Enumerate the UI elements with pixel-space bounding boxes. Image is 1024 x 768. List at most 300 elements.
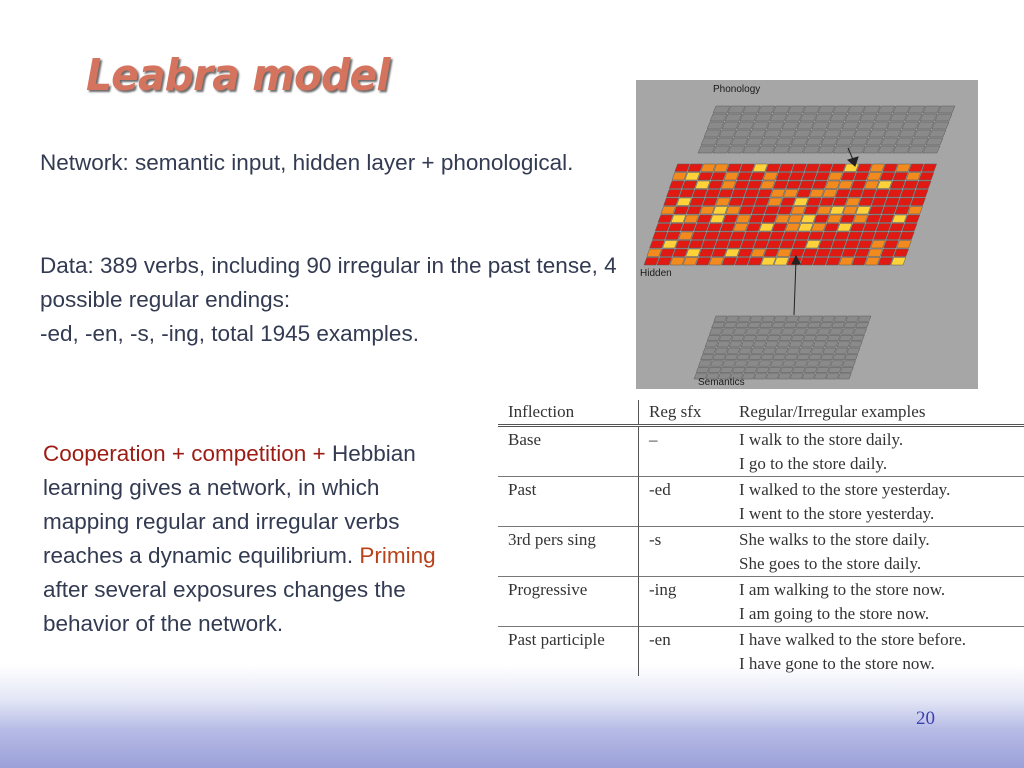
network-unit (885, 198, 900, 206)
network-unit (745, 329, 758, 334)
network-unit (755, 198, 770, 206)
network-unit (867, 173, 882, 181)
network-unit (722, 361, 735, 366)
network-unit (869, 130, 886, 137)
network-unit (800, 114, 817, 121)
network-unit (882, 207, 897, 215)
network-unit (748, 258, 763, 266)
network-unit (708, 367, 721, 372)
network-unit (746, 361, 759, 366)
header-inflection: Inflection (498, 400, 639, 426)
network-unit (741, 241, 756, 249)
network-unit (676, 241, 691, 249)
network-unit (893, 146, 910, 153)
network-unit (878, 258, 893, 266)
network-unit (697, 215, 712, 223)
network-unit (789, 173, 804, 181)
table-header-row (498, 400, 1024, 426)
network-unit (860, 232, 875, 240)
network-unit (739, 348, 752, 353)
semantics-to-hidden-arrow (794, 260, 796, 315)
network-unit (767, 241, 782, 249)
network-unit (884, 130, 901, 137)
network-unit (812, 181, 827, 189)
network-unit (749, 215, 764, 223)
network-unit (842, 361, 855, 366)
network-unit (739, 207, 754, 215)
network-unit (713, 207, 728, 215)
network-unit (800, 258, 815, 266)
network-unit (851, 335, 864, 340)
network-unit (851, 181, 866, 189)
network-unit (780, 241, 795, 249)
network-unit (678, 232, 693, 240)
network-unit (768, 367, 781, 372)
network-unit (772, 224, 787, 232)
network-unit (647, 249, 662, 257)
inflection-cell: Base (498, 426, 639, 477)
network-unit (806, 361, 819, 366)
network-unit (736, 322, 749, 327)
semantics-layer (694, 316, 871, 379)
network-unit (770, 190, 785, 198)
network-unit (891, 258, 906, 266)
irregular-example: I am going to the store now. (739, 604, 930, 623)
network-unit (773, 146, 790, 153)
inflection-cell: Progressive (498, 577, 639, 627)
network-unit (820, 322, 833, 327)
network-unit (866, 215, 881, 223)
network-unit (698, 361, 711, 366)
network-unit (696, 367, 709, 372)
regular-example: I walked to the store yesterday. (739, 480, 951, 499)
network-unit (690, 198, 705, 206)
network-unit (890, 114, 907, 121)
network-unit (746, 224, 761, 232)
network-unit (805, 329, 818, 334)
network-unit (853, 215, 868, 223)
network-unit (709, 329, 722, 334)
network-unit (726, 207, 741, 215)
network-unit (802, 374, 815, 379)
network-unit (861, 190, 876, 198)
network-unit (847, 232, 862, 240)
network-unit (803, 146, 820, 153)
network-unit (783, 190, 798, 198)
network-unit (714, 164, 729, 172)
network-unit (821, 232, 836, 240)
network-unit (774, 258, 789, 266)
network-unit (778, 207, 793, 215)
network-unit (789, 342, 802, 347)
network-unit (750, 173, 765, 181)
network-unit (740, 114, 757, 121)
network-unit (806, 138, 823, 145)
network-unit (791, 335, 804, 340)
network-unit (773, 181, 788, 189)
network-unit (664, 198, 679, 206)
network-unit (715, 241, 730, 249)
network-unit (853, 329, 866, 334)
network-unit (872, 122, 889, 129)
network-unit (764, 130, 781, 137)
network-unit (788, 146, 805, 153)
network-unit (887, 190, 902, 198)
examples-cell (729, 527, 1024, 577)
network-unit (799, 348, 812, 353)
network-unit (797, 122, 814, 129)
network-unit (761, 354, 774, 359)
regular-example: I walk to the store daily. (739, 430, 904, 449)
network-unit (770, 361, 783, 366)
network-unit (803, 335, 816, 340)
network-unit (872, 198, 887, 206)
network-unit (717, 232, 732, 240)
inflection-cell: Past (498, 477, 639, 527)
network-unit (732, 367, 745, 372)
irregular-example: I have gone to the store now. (739, 654, 935, 673)
network-unit (655, 224, 670, 232)
network-unit (790, 374, 803, 379)
network-unit (701, 138, 718, 145)
network-unit (881, 138, 898, 145)
network-unit (830, 114, 847, 121)
network-unit (819, 241, 834, 249)
network-unit (781, 329, 794, 334)
network-unit (742, 198, 757, 206)
network-unit (856, 322, 869, 327)
semantics-label: Semantics (698, 377, 745, 388)
network-unit (848, 190, 863, 198)
network-unit (805, 164, 820, 172)
network-unit (755, 335, 768, 340)
network-unit (685, 173, 700, 181)
network-unit (826, 374, 839, 379)
network-unit (854, 130, 871, 137)
network-unit (719, 130, 736, 137)
network-unit (761, 258, 776, 266)
network-unit (737, 354, 750, 359)
network-unit (701, 164, 716, 172)
network-unit (834, 232, 849, 240)
network-unit (657, 258, 672, 266)
network-unit (842, 122, 859, 129)
network-unit (679, 190, 694, 198)
network-unit (824, 130, 841, 137)
network-unit (906, 173, 921, 181)
inflection-cell: 3rd pers sing (498, 527, 639, 577)
network-unit (688, 164, 703, 172)
network-unit (792, 367, 805, 372)
network-unit (684, 215, 699, 223)
network-unit (894, 249, 909, 257)
regular-example: I have walked to the store before. (739, 630, 967, 649)
network-unit (843, 207, 858, 215)
network-unit (719, 335, 732, 340)
network-unit (746, 138, 763, 145)
network-unit (751, 249, 766, 257)
network-unit (708, 181, 723, 189)
network-unit (866, 138, 883, 145)
network-unit (817, 207, 832, 215)
network-unit (833, 354, 846, 359)
suffix-cell: – (649, 430, 658, 449)
network-unit (765, 207, 780, 215)
examples-cell (729, 577, 1024, 627)
network-unit (740, 164, 755, 172)
network-unit (710, 114, 727, 121)
network-unit (781, 198, 796, 206)
network-unit (813, 258, 828, 266)
network-unit (874, 190, 889, 198)
network-unit (675, 164, 690, 172)
network-unit (682, 181, 697, 189)
network-unit (845, 354, 858, 359)
network-unit (908, 106, 925, 113)
network-unit (748, 322, 761, 327)
network-unit (827, 335, 840, 340)
network-unit (870, 164, 885, 172)
network-unit (835, 348, 848, 353)
network-unit (687, 207, 702, 215)
network-unit (752, 207, 767, 215)
network-unit (833, 106, 850, 113)
network-unit (758, 146, 775, 153)
network-unit (799, 181, 814, 189)
network-unit (702, 241, 717, 249)
network-unit (712, 322, 725, 327)
network-unit (703, 198, 718, 206)
network-unit (785, 224, 800, 232)
network-unit (777, 249, 792, 257)
network-unit (749, 354, 762, 359)
network-unit (802, 173, 817, 181)
network-unit (794, 198, 809, 206)
network-unit (929, 130, 946, 137)
network-unit (892, 215, 907, 223)
network-unit (938, 106, 955, 113)
examples-cell (729, 426, 1024, 477)
network-unit (652, 232, 667, 240)
network-unit (848, 146, 865, 153)
network-unit (827, 122, 844, 129)
network-diagram-graphic (636, 80, 978, 389)
network-unit (707, 335, 720, 340)
phonology-label: Phonology (713, 84, 761, 95)
network-unit (845, 241, 860, 249)
network-unit (873, 232, 888, 240)
network-unit (726, 316, 739, 321)
network-unit (818, 361, 831, 366)
network-unit (710, 361, 723, 366)
network-unit (847, 348, 860, 353)
network-unit (704, 232, 719, 240)
network-unit (836, 138, 853, 145)
network-unit (830, 361, 843, 366)
network-unit (705, 190, 720, 198)
network-unit (674, 207, 689, 215)
network-unit (737, 173, 752, 181)
network-unit (741, 342, 754, 347)
network-unit (803, 106, 820, 113)
network-unit (869, 207, 884, 215)
network-unit (810, 316, 823, 321)
network-unit (900, 190, 915, 198)
network-unit (896, 138, 913, 145)
network-unit (764, 249, 779, 257)
network-unit (689, 241, 704, 249)
network-unit (762, 215, 777, 223)
network-unit (735, 258, 750, 266)
network-unit (822, 316, 835, 321)
network-unit (854, 173, 869, 181)
network-unit (777, 342, 790, 347)
network-unit (770, 114, 787, 121)
network-unit (728, 241, 743, 249)
network-unit (733, 224, 748, 232)
network-unit (671, 215, 686, 223)
network-unit (881, 249, 896, 257)
network-unit (830, 207, 845, 215)
network-unit (826, 258, 841, 266)
network-unit (832, 322, 845, 327)
network-unit (797, 354, 810, 359)
network-unit (902, 224, 917, 232)
network-unit (846, 316, 859, 321)
data-description-line-1: Data: 389 verbs, including 90 irregular in the past tense, 4 possible regular endings: (40, 253, 617, 312)
network-unit (712, 249, 727, 257)
network-unit (743, 106, 760, 113)
network-unit (757, 329, 770, 334)
network-unit (877, 181, 892, 189)
network-unit (809, 190, 824, 198)
network-unit (816, 367, 829, 372)
network-unit (908, 146, 925, 153)
network-unit (801, 215, 816, 223)
network-unit (754, 241, 769, 249)
network-unit (791, 207, 806, 215)
network-unit (673, 249, 688, 257)
network-unit (784, 322, 797, 327)
network-unit (698, 146, 715, 153)
network-unit (791, 138, 808, 145)
network-unit (747, 181, 762, 189)
network-unit (785, 354, 798, 359)
network-unit (720, 367, 733, 372)
examples-cell (729, 477, 1024, 527)
network-unit (716, 138, 733, 145)
network-unit (840, 215, 855, 223)
network-unit (919, 173, 934, 181)
network-unit (644, 258, 659, 266)
network-unit (814, 374, 827, 379)
network-unit (842, 249, 857, 257)
network-unit (763, 173, 778, 181)
network-unit (700, 207, 715, 215)
suffix-cell: -ed (649, 480, 671, 499)
network-unit (923, 146, 940, 153)
network-unit (759, 224, 774, 232)
network-unit (858, 241, 873, 249)
network-unit (815, 335, 828, 340)
network-unit (729, 198, 744, 206)
network-unit (775, 348, 788, 353)
network-unit (884, 241, 899, 249)
network-unit (920, 114, 937, 121)
priming-highlight: Priming (359, 543, 436, 568)
network-unit (694, 224, 709, 232)
network-unit (844, 164, 859, 172)
network-unit (903, 181, 918, 189)
network-unit (721, 329, 734, 334)
network-unit (755, 114, 772, 121)
inflection-cell: Past participle (498, 627, 639, 677)
network-unit (922, 164, 937, 172)
network-unit (752, 122, 769, 129)
network-unit (668, 224, 683, 232)
network-unit (820, 198, 835, 206)
phonology-layer (698, 106, 955, 153)
data-description-line-2: -ed, -en, -s, -ing, total 1945 examples. (40, 321, 419, 346)
suffix-cell: -ing (649, 580, 677, 599)
network-unit (756, 232, 771, 240)
network-unit (868, 249, 883, 257)
network-unit (710, 215, 725, 223)
network-unit (743, 146, 760, 153)
network-unit (701, 354, 714, 359)
network-unit (804, 207, 819, 215)
network-unit (816, 249, 831, 257)
network-unit (911, 138, 928, 145)
network-unit (790, 249, 805, 257)
network-unit (725, 114, 742, 121)
network-unit (776, 138, 793, 145)
network-unit (725, 354, 738, 359)
network-unit (665, 232, 680, 240)
network-unit (860, 114, 877, 121)
network-unit (801, 342, 814, 347)
network-unit (666, 190, 681, 198)
network-unit (832, 241, 847, 249)
network-unit (775, 215, 790, 223)
network-unit (831, 164, 846, 172)
network-unit (661, 207, 676, 215)
network-unit (865, 258, 880, 266)
network-unit (815, 114, 832, 121)
network-unit (840, 367, 853, 372)
network-unit (822, 190, 837, 198)
network-unit (864, 181, 879, 189)
network-unit (786, 181, 801, 189)
network-unit (713, 146, 730, 153)
data-description (40, 249, 620, 351)
network-unit (794, 361, 807, 366)
network-unit (841, 329, 854, 334)
network-unit (852, 258, 867, 266)
network-description: Network: semantic input, hidden layer + phonological. (40, 150, 574, 175)
network-unit (795, 232, 810, 240)
network-unit (871, 241, 886, 249)
network-unit (758, 106, 775, 113)
network-unit (728, 106, 745, 113)
network-unit (776, 173, 791, 181)
suffix-cell: -s (649, 530, 662, 549)
page-number: 20 (916, 708, 935, 729)
network-unit (825, 181, 840, 189)
network-unit (880, 173, 895, 181)
network-unit (757, 190, 772, 198)
network-unit (717, 342, 730, 347)
